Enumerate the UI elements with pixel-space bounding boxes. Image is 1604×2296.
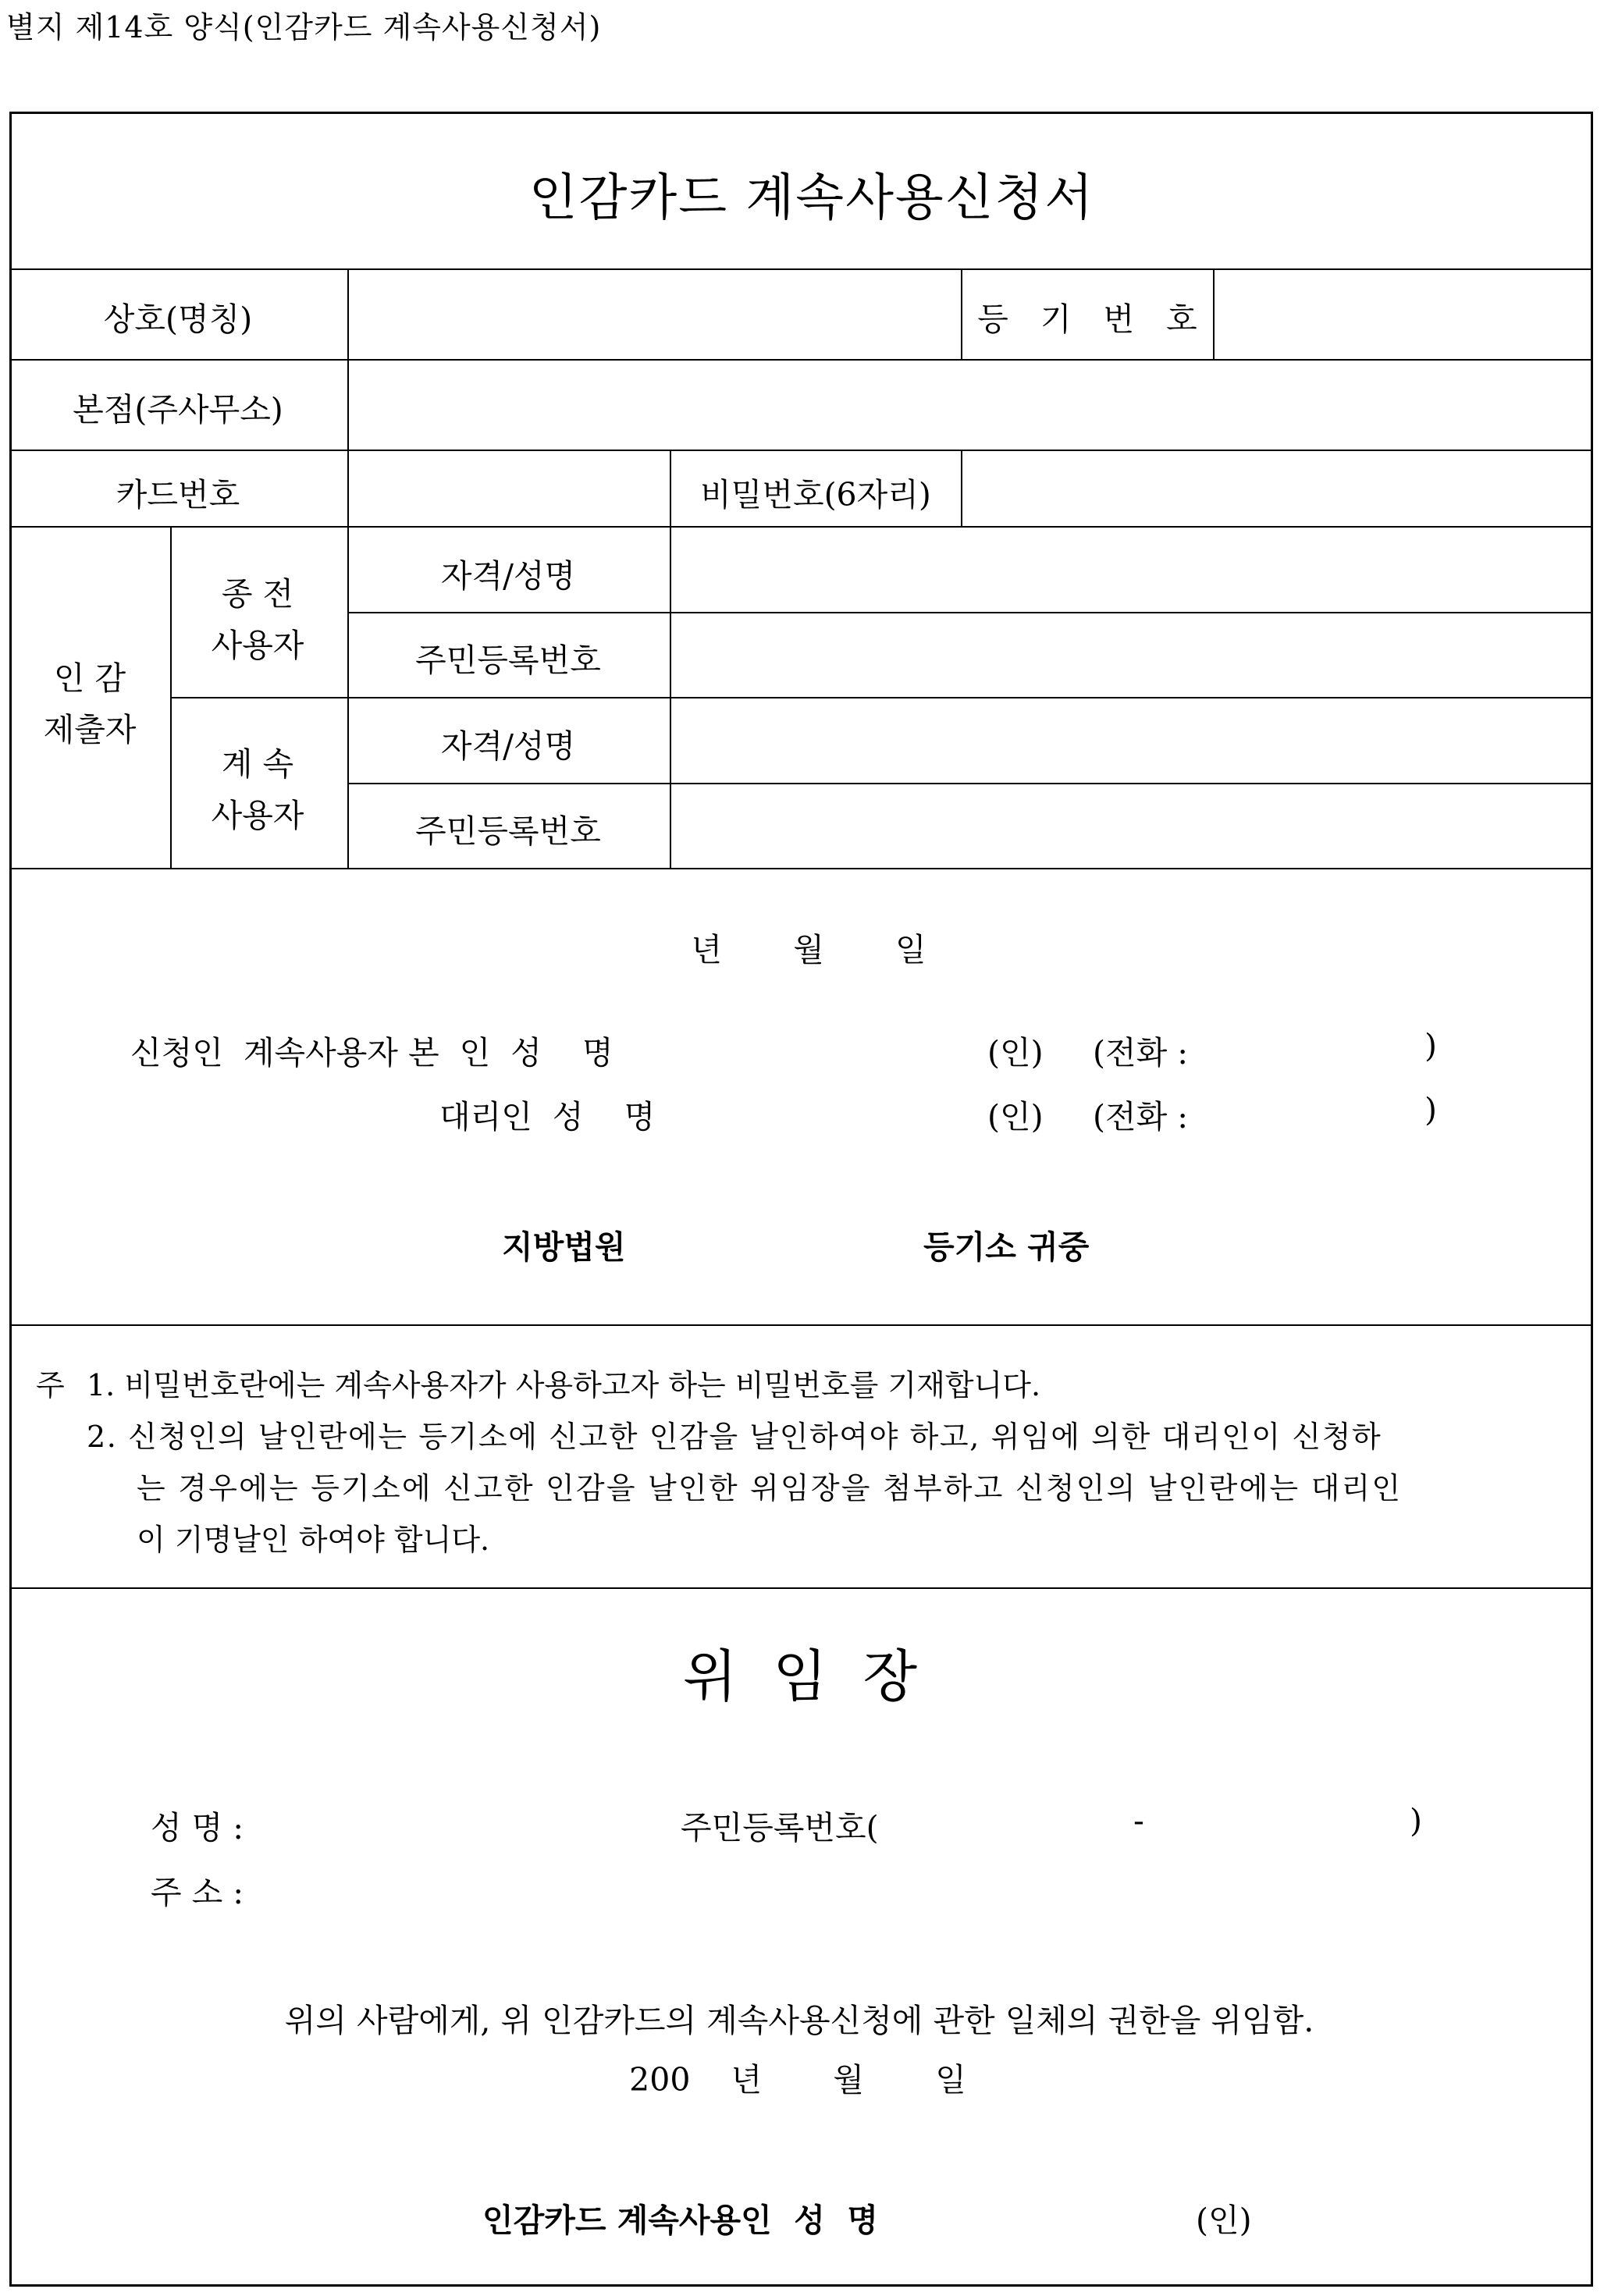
agent-seal: (인) xyxy=(987,1098,1044,1136)
applicant-phone-close: ) xyxy=(1424,1027,1437,1064)
head-office-label: 본점(주사무소) xyxy=(73,391,283,428)
head-office-field[interactable] xyxy=(350,361,1591,449)
col-divider-password-label xyxy=(961,450,962,526)
registry-label: 등기소 귀중 xyxy=(923,1228,1090,1266)
password-field[interactable] xyxy=(963,452,1591,525)
delegate-resident-no-close: ) xyxy=(1410,1802,1422,1839)
agent-name-label: 대리인 성 명 xyxy=(439,1098,656,1136)
note-2-line1: 2. 신청인의 날인란에는 등기소에 신고한 인감을 날인하여야 하고, 위임에 의한 대리인이 신청하 xyxy=(87,1420,1382,1454)
previous-user-resident-no-label: 주민등록번호 xyxy=(415,642,601,679)
delegate-name-field[interactable] xyxy=(265,1795,656,1842)
registration-no-label: 등 기 번 호 xyxy=(977,300,1208,338)
agent-phone-close: ) xyxy=(1424,1091,1437,1128)
col-divider-field-label xyxy=(670,526,671,868)
previous-user-title-name-label: 자격/성명 xyxy=(440,557,576,595)
seal-submitter-label-line2: 제출자 xyxy=(43,711,137,748)
seal-submitter-label-line1: 인 감 xyxy=(53,659,126,697)
applicant-phone-label: (전화 : xyxy=(1093,1034,1189,1072)
next-user-resident-no-field[interactable] xyxy=(672,785,1591,867)
divider-row-3 xyxy=(9,526,1593,528)
company-name-field[interactable] xyxy=(350,271,960,358)
delegate-resident-no-dash: - xyxy=(1133,1802,1144,1839)
application-date: 년 월 일 xyxy=(691,931,926,969)
note-1: 1. 비밀번호란에는 계속사용자가 사용하고자 하는 비밀번호를 기재합니다. xyxy=(87,1368,1041,1402)
next-user-label-line1: 계 속 xyxy=(221,745,294,783)
col-divider-label xyxy=(347,268,349,868)
company-name-label: 상호(명칭) xyxy=(103,300,253,338)
col-divider-reg-label xyxy=(961,268,962,359)
notes-lead: 주 xyxy=(36,1368,65,1402)
divider-prev-user xyxy=(347,612,1593,613)
divider-notes xyxy=(9,1324,1593,1326)
next-user-label-line2: 사용자 xyxy=(211,797,304,834)
previous-user-resident-no-field[interactable] xyxy=(672,614,1591,696)
agent-phone-label: (전화 : xyxy=(1093,1098,1189,1136)
previous-user-label-line2: 사용자 xyxy=(211,627,304,664)
password-label: 비밀번호(6자리) xyxy=(700,476,931,514)
applicant-name-label: 신청인 계속사용자 본 인 성 명 xyxy=(130,1034,614,1072)
col-divider-reg-value xyxy=(1213,268,1215,359)
divider-user-groups xyxy=(170,697,1593,698)
divider-delegation xyxy=(9,1587,1593,1589)
next-user-title-name-label: 자격/성명 xyxy=(440,727,576,765)
applicant-seal: (인) xyxy=(987,1034,1044,1072)
delegate-address-field[interactable] xyxy=(265,1860,1514,1907)
delegation-date: 200 년 월 일 xyxy=(629,2061,966,2099)
signer-seal: (인) xyxy=(1196,2202,1252,2239)
form-title: 인감카드 계속사용신청서 xyxy=(528,169,1095,227)
delegate-resident-no-label: 주민등록번호( xyxy=(681,1809,879,1846)
col-divider-submitter xyxy=(170,526,172,868)
card-no-label: 카드번호 xyxy=(116,476,240,514)
note-2-line2: 는 경우에는 등기소에 신고한 인감을 날인한 위임장을 첨부하고 신청인의 날인란에는 대리인 xyxy=(137,1471,1403,1505)
divider-row-1 xyxy=(9,359,1593,361)
divider-application xyxy=(9,868,1593,869)
delegate-resident-no-field[interactable] xyxy=(890,1795,1405,1842)
court-label: 지방법원 xyxy=(502,1228,626,1266)
delegation-statement: 위의 사람에게, 위 인감카드의 계속사용신청에 관한 일체의 권한을 위임함. xyxy=(284,2002,1314,2039)
signer-name-label: 인감카드 계속사용인 성 명 xyxy=(482,2202,879,2239)
next-user-resident-no-label: 주민등록번호 xyxy=(415,812,601,850)
previous-user-label-line1: 종 전 xyxy=(221,575,294,613)
divider-title xyxy=(9,268,1593,270)
note-2-line3: 이 기명날인 하여야 합니다. xyxy=(137,1523,490,1557)
divider-next-user xyxy=(347,783,1593,784)
divider-row-2 xyxy=(9,450,1593,451)
next-user-title-name-field[interactable] xyxy=(672,699,1591,782)
delegate-name-label: 성 명 : xyxy=(151,1809,244,1846)
form-number-note: 별지 제14호 양식(인감카드 계속사용신청서) xyxy=(6,10,602,44)
delegation-title: 위 임 장 xyxy=(682,1644,918,1709)
registration-no-field[interactable] xyxy=(1215,271,1591,358)
col-divider-card-value xyxy=(670,450,671,526)
card-no-field[interactable] xyxy=(350,452,669,525)
delegate-address-label: 주 소 : xyxy=(151,1874,244,1911)
previous-user-title-name-field[interactable] xyxy=(672,528,1591,611)
